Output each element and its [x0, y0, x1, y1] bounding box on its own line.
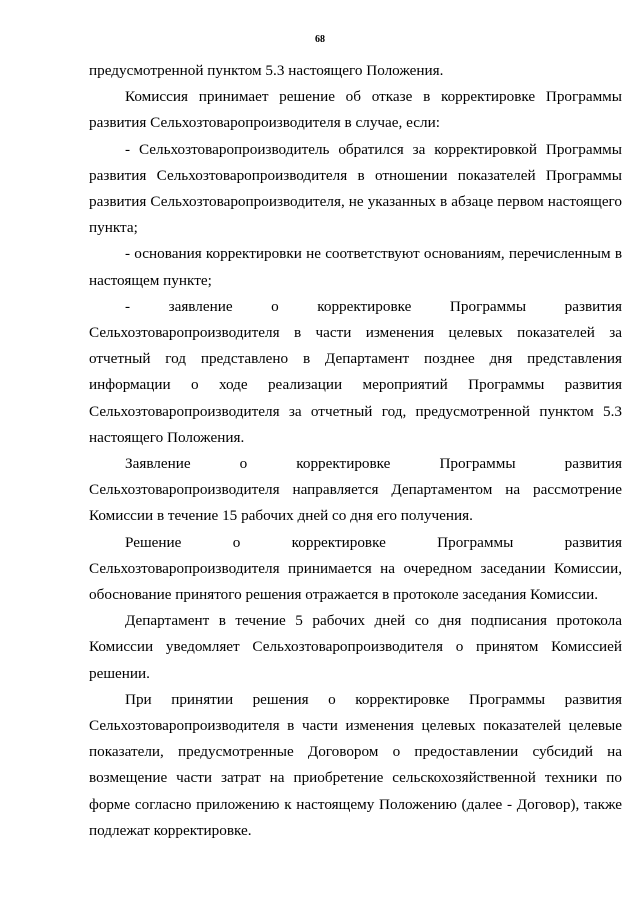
paragraph-continuation: предусмотренной пунктом 5.3 настоящего Положения.: [89, 62, 444, 79]
paragraph-notification: Департамент в течение 5 рабочих дней со дня подписания протокола Комиссии уведомляет Сельхозтоваропроизводителя о принятом Комиссией решении.: [89, 612, 622, 682]
paragraph-application-review: Заявление о корректировке Программы развития Сельхозтоваропроизводителя направляется Департаментом на рассмотрение Комиссии в течение 15 рабочих дней со дня его получения.: [89, 455, 622, 525]
document-body: [89, 58, 622, 844]
page-number: 68: [315, 34, 325, 45]
list-item-indicators: - Сельхозтоваропроизводитель обратился за корректировкой Программы развития Сельхозтоваропроизводителя в отношении показателей Программы развития Сельхозтоваропроизводителя, не указанных в абзаце первом настоящего пункта;: [89, 140, 622, 237]
list-item-late-application: - заявление о корректировке Программы развития Сельхозтоваропроизводителя в части изменения целевых показателей за отчетный год представлено в Департамент позднее дня представления информации о ходе реализации мероприятий Программы развития Сельхозтоваропроизводителя за отчетный год, предусмотренной пунктом 5.3 настоящего Положения.: [89, 297, 622, 446]
paragraph-contract-adjustment: При принятии решения о корректировке Программы развития Сельхозтоваропроизводителя в части изменения целевых показателей целевые показатели, предусмотренные Договором о предоставлении субсидий на возмещение части затрат на приобретение сельскохозяйственной техники по форме согласно приложению к настоящему Положению (далее - Договор), также подлежат корректировке.: [89, 690, 622, 839]
paragraph-refusal-conditions: Комиссия принимает решение об отказе в корректировке Программы развития Сельхозтоваропроизводителя в случае, если:: [89, 88, 622, 132]
paragraph-decision: Решение о корректировке Программы развития Сельхозтоваропроизводителя принимается на очередном заседании Комиссии, обоснование принятого решения отражается в протоколе заседания Комиссии.: [89, 533, 622, 604]
list-item-grounds: - основания корректировки не соответствуют основаниям, перечисленным в настоящем пункте;: [89, 245, 622, 289]
